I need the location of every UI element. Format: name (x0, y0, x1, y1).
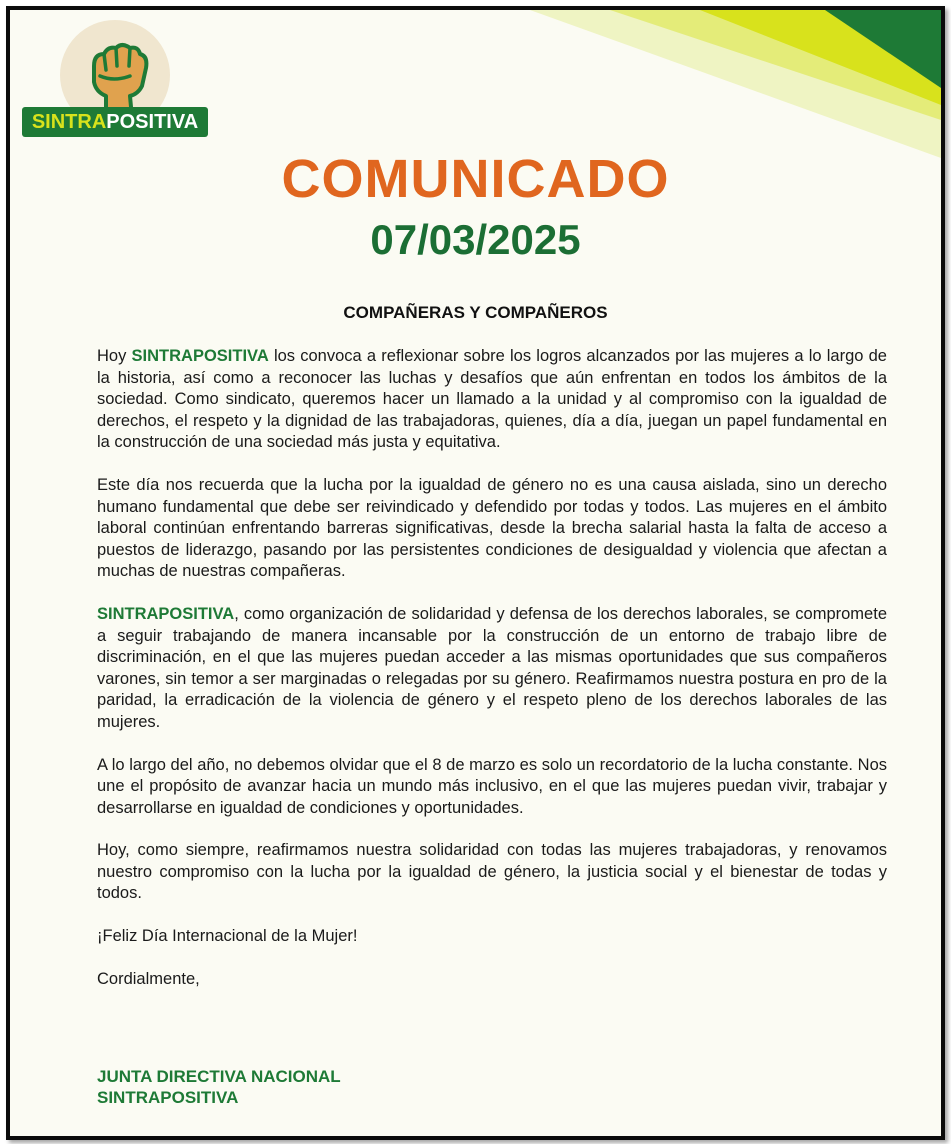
paragraph-1-text: los convoca a reflexionar sobre los logros alcanzados por las mujeres a lo largo de la historia, así como a reconocer las luchas y desafíos que aún enfrentan en todos los ámbitos de la sociedad. Como sindicato, queremos hacer un llamado a la unidad y al compromiso con la igualdad de derechos, el respeto y la dignidad de las trabajadoras, quienes, día a día, juegan un papel fundamental en la construcción de una sociedad más justa y equitativa. (97, 347, 887, 452)
signature-line-1: JUNTA DIRECTIVA NACIONAL (97, 1067, 341, 1086)
org-name: SINTRAPOSITIVA (131, 347, 269, 365)
paragraph-1 (97, 346, 887, 454)
logo-text-sintra: SINTRA (31, 110, 107, 133)
paragraph-1-lead: Hoy (97, 347, 132, 365)
logo (20, 20, 210, 140)
paragraph-4: A lo largo del año, no debemos olvidar que el 8 de marzo es solo un recordatorio de la lucha constante. Nos une el propósito de avanzar hacia un mundo más inclusivo, en el que las mujeres puedan vivir, trabajar y desarrollarse en igualdad de condiciones y oportunidades. (97, 755, 887, 817)
document-date: 07/03/2025 (370, 216, 581, 263)
paragraph-5: Hoy, como siempre, reafirmamos nuestra solidaridad con todas las mujeres trabajadoras, y renovamos nuestro compromiso con la lucha por la igualdad de género, la justicia social y el bienestar de todas y todos. (97, 841, 887, 903)
closing: Cordialmente, (97, 969, 200, 988)
document-body (97, 346, 887, 1011)
signature (97, 1066, 341, 1108)
paragraph-6: ¡Feliz Día Internacional de la Mujer! (97, 927, 358, 946)
logo-text-positiva: POSITIVA (106, 110, 199, 133)
paragraph-3 (97, 604, 887, 734)
paragraph-3-text: , como organización de solidaridad y defensa de los derechos laborales, se compromete a seguir trabajando de manera incansable por la construcción de un entorno de trabajo libre de discriminación, en el que las mujeres puedan acceder a las mismas oportunidades que sus compañeros varones, sin temor a ser marginadas o relegadas por su género. Reafirmamos nuestra postura en pro de la paridad, la erradicación de la violencia de género y el respeto pleno de los derechos laborales de las mujeres. (97, 604, 887, 731)
signature-line-2: SINTRAPOSITIVA (97, 1088, 239, 1107)
org-name: SINTRAPOSITIVA (97, 604, 235, 623)
greeting: COMPAÑERAS Y COMPAÑEROS (343, 303, 608, 322)
document-title: COMUNICADO (281, 149, 670, 209)
document-frame (6, 6, 945, 1140)
paragraph-2: Este día nos recuerda que la lucha por la igualdad de género no es una causa aislada, sino un derecho humano fundamental que debe ser reivindicado y defendido por todas y todos. Las mujeres en el ámbito laboral continúan enfrentando barreras significativas, desde la brecha salarial hasta la falta de acceso a puestos de liderazgo, pasando por las persistentes condiciones de desigualdad y violencia que afectan a muchas de nuestras compañeras. (97, 475, 887, 581)
logo-wordmark (22, 107, 208, 137)
